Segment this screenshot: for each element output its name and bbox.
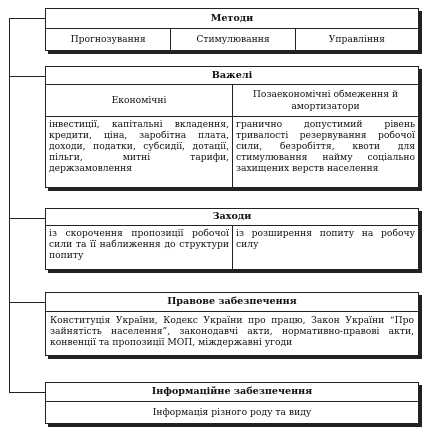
connector-zakhody [9,218,45,219]
metody-title: Методи [46,9,418,29]
info-title: Інформаційне забезпечення [46,383,418,402]
connector-pravove [9,302,45,303]
vazheli-box [45,66,419,188]
zakhody-box [45,208,419,270]
metody-box [45,8,419,51]
pravove-title: Правове забезпечення [46,293,418,312]
metody-item-stymuliuvannia: Стимулювання [170,29,294,50]
vazheli-col2-text: гранично допустимий рівень тривалості резервування робочої сили, безробіття, квоти для стимулювання найму соціально захищених верств населення [232,117,418,187]
connector-info [9,392,45,393]
vazheli-col2-header: Позаекономічні обмеження й амортизатори [232,85,418,116]
zakhody-col1-text: із скорочення пропозиції робочої сили та її наближення до структури попиту [49,228,229,262]
info-text: Інформація різного роду та виду [152,406,312,418]
vazheli-title: Важелі [46,67,418,85]
zakhody-body-row [46,226,418,269]
vazheli-body-row [46,117,418,187]
metody-item-prognozuvannia: Прогнозування [70,33,146,45]
zakhody-col2-text: із розширення попиту на робочу силу [232,226,418,269]
pravove-text: Конституція України, Кодекс України про працю, Закон України “Про зайнятість населення”, законодавчі акти, нормативно-правові акти, конвенції та пропозиції МОП, міждержавні угоди [50,315,414,349]
connector-vazheli [9,76,45,77]
info-box [45,382,419,424]
zakhody-title: Заходи [46,209,418,226]
pravove-box [45,292,419,356]
vazheli-header-row [46,85,418,117]
metody-item-upravlinnia: Управління [295,29,418,50]
vazheli-col1-header: Економічні [111,94,167,106]
metody-items-row [46,29,418,50]
vazheli-col1-text: інвестиції, капітальні вкладення, кредити, ціна, заробітна плата, доходи, податки, субсидії, дотації, пільги, митні тарифи, держзамовлення [49,119,229,175]
connector-metody [9,18,45,19]
connector-spine [9,18,10,392]
